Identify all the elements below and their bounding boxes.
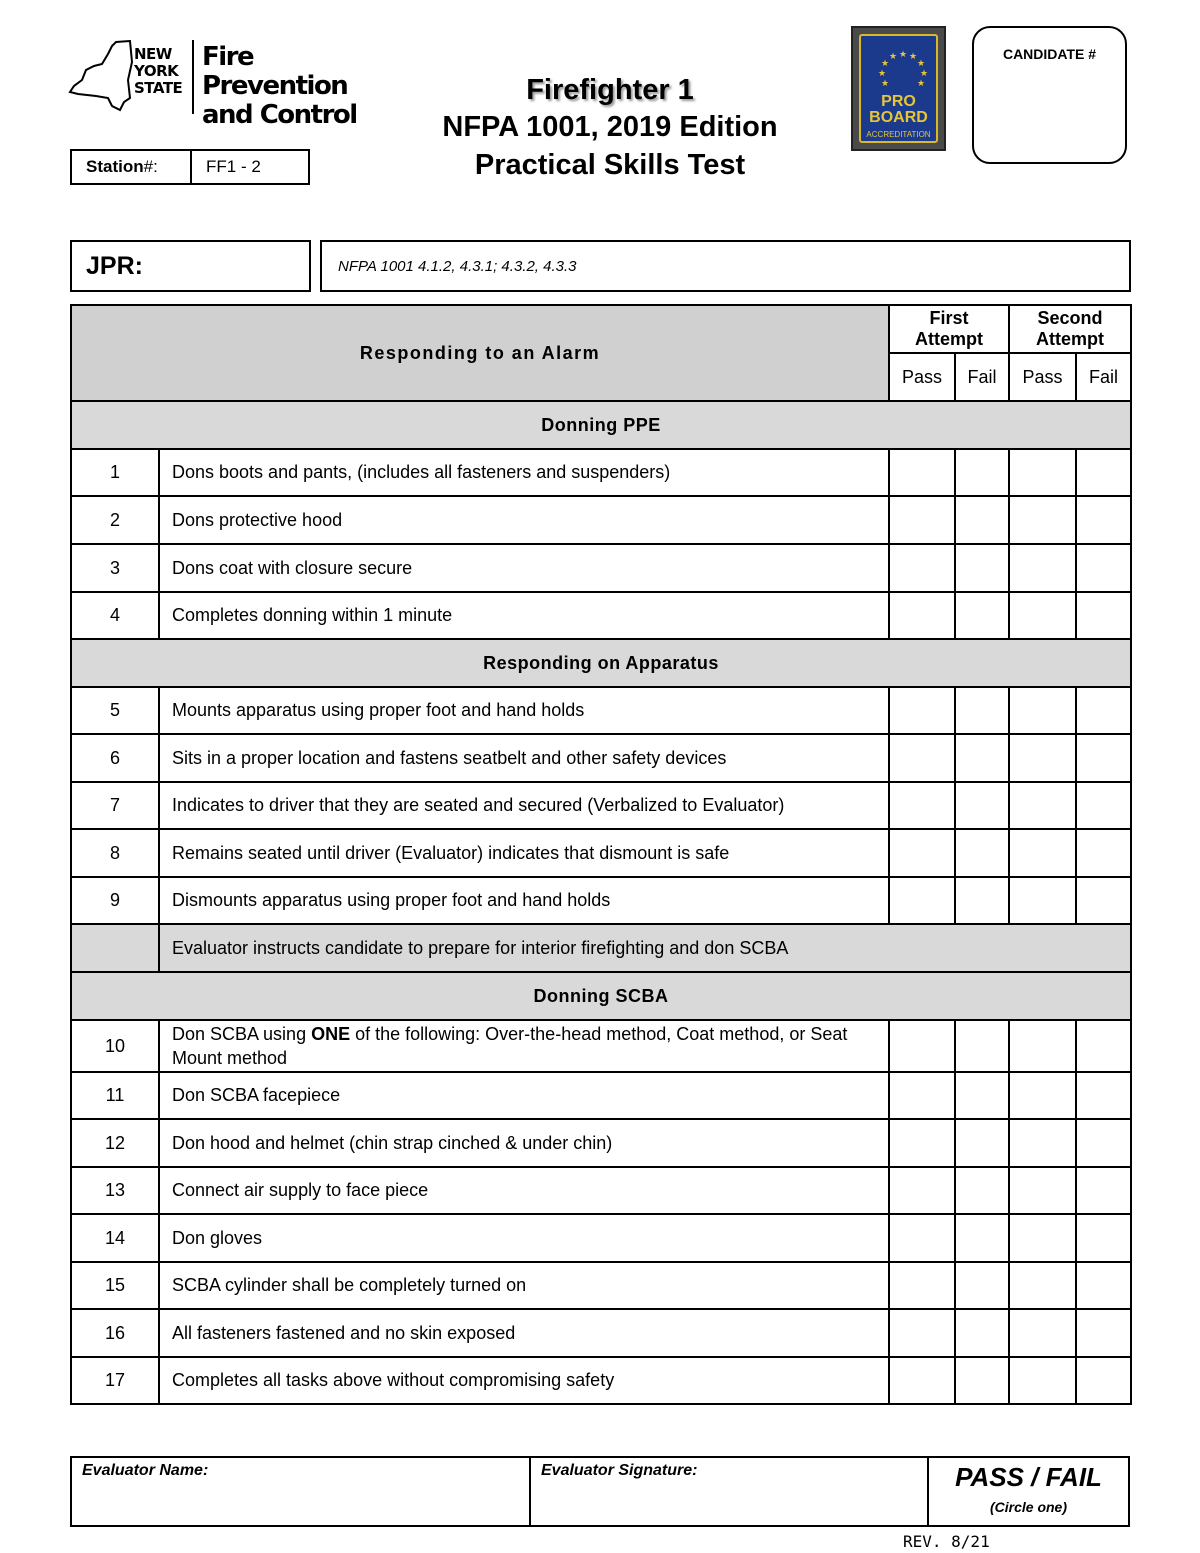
first-pass-cell[interactable]: [889, 1020, 955, 1072]
first-pass-cell[interactable]: [889, 1167, 955, 1214]
row-description: Dons boots and pants, (includes all fasteners and suspenders): [159, 449, 889, 496]
row-description: Remains seated until driver (Evaluator) indicates that dismount is safe: [159, 829, 889, 877]
row-number: 11: [71, 1072, 159, 1119]
first-pass-cell[interactable]: [889, 734, 955, 782]
evaluator-instruction-row: [71, 924, 1131, 972]
first-pass-cell[interactable]: [889, 544, 955, 592]
first-pass-cell[interactable]: [889, 496, 955, 544]
row-number: 9: [71, 877, 159, 924]
title-line-1: Firefighter 1: [526, 74, 694, 106]
second-fail-cell[interactable]: [1076, 782, 1131, 829]
table-row: [71, 734, 1131, 782]
row-number: 13: [71, 1167, 159, 1214]
second-fail-cell[interactable]: [1076, 829, 1131, 877]
station-box: [70, 149, 310, 185]
instruction-blank: [71, 924, 159, 972]
first-fail-cell[interactable]: [955, 1020, 1009, 1072]
pro-board-accreditation-badge: [851, 26, 946, 151]
table-row: [71, 877, 1131, 924]
table-row: [71, 687, 1131, 734]
first-fail-header: Fail: [955, 353, 1009, 401]
row-number: 12: [71, 1119, 159, 1167]
row-description: Completes all tasks above without compromising safety: [159, 1357, 889, 1404]
second-pass-cell[interactable]: [1009, 1309, 1076, 1357]
circle-one-text: (Circle one): [989, 1499, 1067, 1515]
second-fail-cell[interactable]: [1076, 877, 1131, 924]
second-pass-cell[interactable]: [1009, 592, 1076, 639]
badge-accreditation-text: ACCREDITATION: [866, 130, 931, 139]
row-description: All fasteners fastened and no skin exposed: [159, 1309, 889, 1357]
row-description: Don SCBA using ONE of the following: Over-the-head method, Coat method, or Seat Mount method: [159, 1020, 889, 1072]
first-pass-cell[interactable]: [889, 1309, 955, 1357]
second-pass-cell[interactable]: [1009, 734, 1076, 782]
first-fail-cell[interactable]: [955, 592, 1009, 639]
row-description: Don SCBA facepiece: [159, 1072, 889, 1119]
second-pass-cell[interactable]: [1009, 782, 1076, 829]
row-description: Dismounts apparatus using proper foot and hand holds: [159, 877, 889, 924]
first-fail-cell[interactable]: [955, 782, 1009, 829]
first-fail-cell[interactable]: [955, 1262, 1009, 1309]
row-number: 2: [71, 496, 159, 544]
row-number: 7: [71, 782, 159, 829]
first-fail-cell[interactable]: [955, 449, 1009, 496]
row-description: SCBA cylinder shall be completely turned on: [159, 1262, 889, 1309]
logo-divider: [192, 40, 194, 114]
first-pass-cell[interactable]: [889, 1214, 955, 1262]
first-pass-cell[interactable]: [889, 1119, 955, 1167]
svg-text:★: ★: [920, 69, 929, 79]
second-pass-cell[interactable]: [1009, 829, 1076, 877]
first-fail-cell[interactable]: [955, 1167, 1009, 1214]
second-pass-cell[interactable]: [1009, 1262, 1076, 1309]
second-pass-cell[interactable]: [1009, 544, 1076, 592]
table-row: [71, 1119, 1131, 1167]
second-pass-cell[interactable]: [1009, 1167, 1076, 1214]
first-fail-cell[interactable]: [955, 1072, 1009, 1119]
evaluator-footer: [70, 1456, 1130, 1527]
pass-fail-text: PASS / FAIL: [955, 1462, 1102, 1492]
row-description: Connect air supply to face piece: [159, 1167, 889, 1214]
row-number: 3: [71, 544, 159, 592]
first-pass-cell[interactable]: [889, 1072, 955, 1119]
station-value: FF1 - 2: [206, 157, 261, 176]
first-pass-cell[interactable]: [889, 592, 955, 639]
second-fail-cell[interactable]: [1076, 1119, 1131, 1167]
second-fail-cell[interactable]: [1076, 687, 1131, 734]
second-fail-header: Fail: [1076, 353, 1131, 401]
section-header: Donning SCBA: [71, 972, 1131, 1020]
table-row: [71, 496, 1131, 544]
candidate-number-box[interactable]: [972, 26, 1127, 164]
second-pass-cell[interactable]: [1009, 1072, 1076, 1119]
pass-fail-box[interactable]: [929, 1458, 1128, 1525]
second-pass-cell[interactable]: [1009, 1020, 1076, 1072]
logo-state-text: NEW YORK STATE: [134, 45, 183, 97]
badge-pro-text: PRO: [881, 93, 916, 110]
table-row: [71, 592, 1131, 639]
table-row: [71, 1214, 1131, 1262]
first-pass-cell[interactable]: [889, 687, 955, 734]
first-pass-cell[interactable]: [889, 1357, 955, 1404]
row-number: 1: [71, 449, 159, 496]
row-number: 4: [71, 592, 159, 639]
ny-state-outline-icon: [68, 40, 134, 114]
first-fail-cell[interactable]: [955, 829, 1009, 877]
second-fail-cell[interactable]: [1076, 1167, 1131, 1214]
second-fail-cell[interactable]: [1076, 496, 1131, 544]
first-pass-cell[interactable]: [889, 782, 955, 829]
row-number: 16: [71, 1309, 159, 1357]
evaluator-signature-field[interactable]: Evaluator Signature:: [531, 1458, 929, 1525]
evaluator-instruction: Evaluator instructs candidate to prepare for interior firefighting and don SCBA: [159, 924, 1131, 972]
jpr-label: JPR:: [70, 240, 311, 292]
first-fail-cell[interactable]: [955, 734, 1009, 782]
svg-text:★: ★: [878, 69, 887, 79]
first-pass-cell[interactable]: [889, 449, 955, 496]
row-description: Don gloves: [159, 1214, 889, 1262]
svg-text:★: ★: [889, 52, 898, 62]
svg-text:★: ★: [917, 79, 926, 89]
second-fail-cell[interactable]: [1076, 592, 1131, 639]
second-pass-cell[interactable]: [1009, 1357, 1076, 1404]
svg-text:★: ★: [899, 50, 908, 60]
row-number: 15: [71, 1262, 159, 1309]
second-fail-cell[interactable]: [1076, 1214, 1131, 1262]
station-label: Station #:: [72, 151, 192, 183]
row-number: 8: [71, 829, 159, 877]
row-number: 6: [71, 734, 159, 782]
second-fail-cell[interactable]: [1076, 1020, 1131, 1072]
row-description: Dons protective hood: [159, 496, 889, 544]
first-fail-cell[interactable]: [955, 687, 1009, 734]
row-number: 5: [71, 687, 159, 734]
row-number: 10: [71, 1020, 159, 1072]
second-pass-cell[interactable]: [1009, 1119, 1076, 1167]
first-fail-cell[interactable]: [955, 1119, 1009, 1167]
second-fail-cell[interactable]: [1076, 1309, 1131, 1357]
second-fail-cell[interactable]: [1076, 1072, 1131, 1119]
jpr-value: NFPA 1001 4.1.2, 4.3.1; 4.3.2, 4.3.3: [320, 240, 1131, 292]
first-attempt-header: First Attempt: [889, 305, 1009, 353]
row-description: Dons coat with closure secure: [159, 544, 889, 592]
row-number: 17: [71, 1357, 159, 1404]
second-pass-cell[interactable]: [1009, 877, 1076, 924]
second-attempt-header: Second Attempt: [1009, 305, 1131, 353]
second-pass-header: Pass: [1009, 353, 1076, 401]
table-row: [71, 1167, 1131, 1214]
second-pass-cell[interactable]: [1009, 496, 1076, 544]
first-fail-cell[interactable]: [955, 877, 1009, 924]
svg-text:★: ★: [881, 79, 890, 89]
table-row: [71, 1072, 1131, 1119]
second-pass-cell[interactable]: [1009, 449, 1076, 496]
title-line-3: Practical Skills Test: [474, 149, 746, 181]
second-fail-cell[interactable]: [1076, 1357, 1131, 1404]
row-description: Completes donning within 1 minute: [159, 592, 889, 639]
evaluator-name-field[interactable]: Evaluator Name:: [72, 1458, 531, 1525]
section-header: Donning PPE: [71, 401, 1131, 449]
logo-agency-text: Fire Prevention and Control: [202, 42, 357, 130]
table-row: [71, 829, 1131, 877]
table-row: [71, 1262, 1131, 1309]
row-description: Sits in a proper location and fastens seatbelt and other safety devices: [159, 734, 889, 782]
second-fail-cell[interactable]: [1076, 449, 1131, 496]
row-number: 14: [71, 1214, 159, 1262]
first-pass-header: Pass: [889, 353, 955, 401]
section-header: Responding on Apparatus: [71, 639, 1131, 687]
second-pass-cell[interactable]: [1009, 687, 1076, 734]
first-fail-cell[interactable]: [955, 1357, 1009, 1404]
svg-text:★: ★: [917, 59, 926, 69]
second-fail-cell[interactable]: [1076, 734, 1131, 782]
revision-label: REV. 8/21: [903, 1532, 990, 1551]
table-row: [71, 782, 1131, 829]
table-row: [71, 1357, 1131, 1404]
table-title: Responding to an Alarm: [71, 305, 889, 401]
stars-icon: [873, 48, 933, 98]
candidate-label: CANDIDATE #: [1002, 46, 1097, 62]
first-fail-cell[interactable]: [955, 1214, 1009, 1262]
first-fail-cell[interactable]: [955, 1309, 1009, 1357]
second-pass-cell[interactable]: [1009, 1214, 1076, 1262]
table-row: [71, 544, 1131, 592]
table-row: [71, 1309, 1131, 1357]
row-description: Mounts apparatus using proper foot and hand holds: [159, 687, 889, 734]
first-pass-cell[interactable]: [889, 1262, 955, 1309]
first-pass-cell[interactable]: [889, 829, 955, 877]
second-fail-cell[interactable]: [1076, 1262, 1131, 1309]
first-fail-cell[interactable]: [955, 544, 1009, 592]
first-fail-cell[interactable]: [955, 496, 1009, 544]
document-title: [400, 72, 820, 184]
table-row: [71, 449, 1131, 496]
row-description: Don hood and helmet (chin strap cinched & under chin): [159, 1119, 889, 1167]
badge-board-text: BOARD: [869, 109, 928, 126]
second-fail-cell[interactable]: [1076, 544, 1131, 592]
title-line-2: NFPA 1001, 2019 Edition: [442, 111, 778, 143]
table-row: [71, 1020, 1131, 1072]
skills-checklist-table: [70, 304, 1132, 1405]
row-description: Indicates to driver that they are seated and secured (Verbalized to Evaluator): [159, 782, 889, 829]
svg-text:★: ★: [881, 59, 890, 69]
svg-text:★: ★: [909, 52, 918, 62]
nys-fire-prevention-logo: [68, 38, 398, 130]
first-pass-cell[interactable]: [889, 877, 955, 924]
